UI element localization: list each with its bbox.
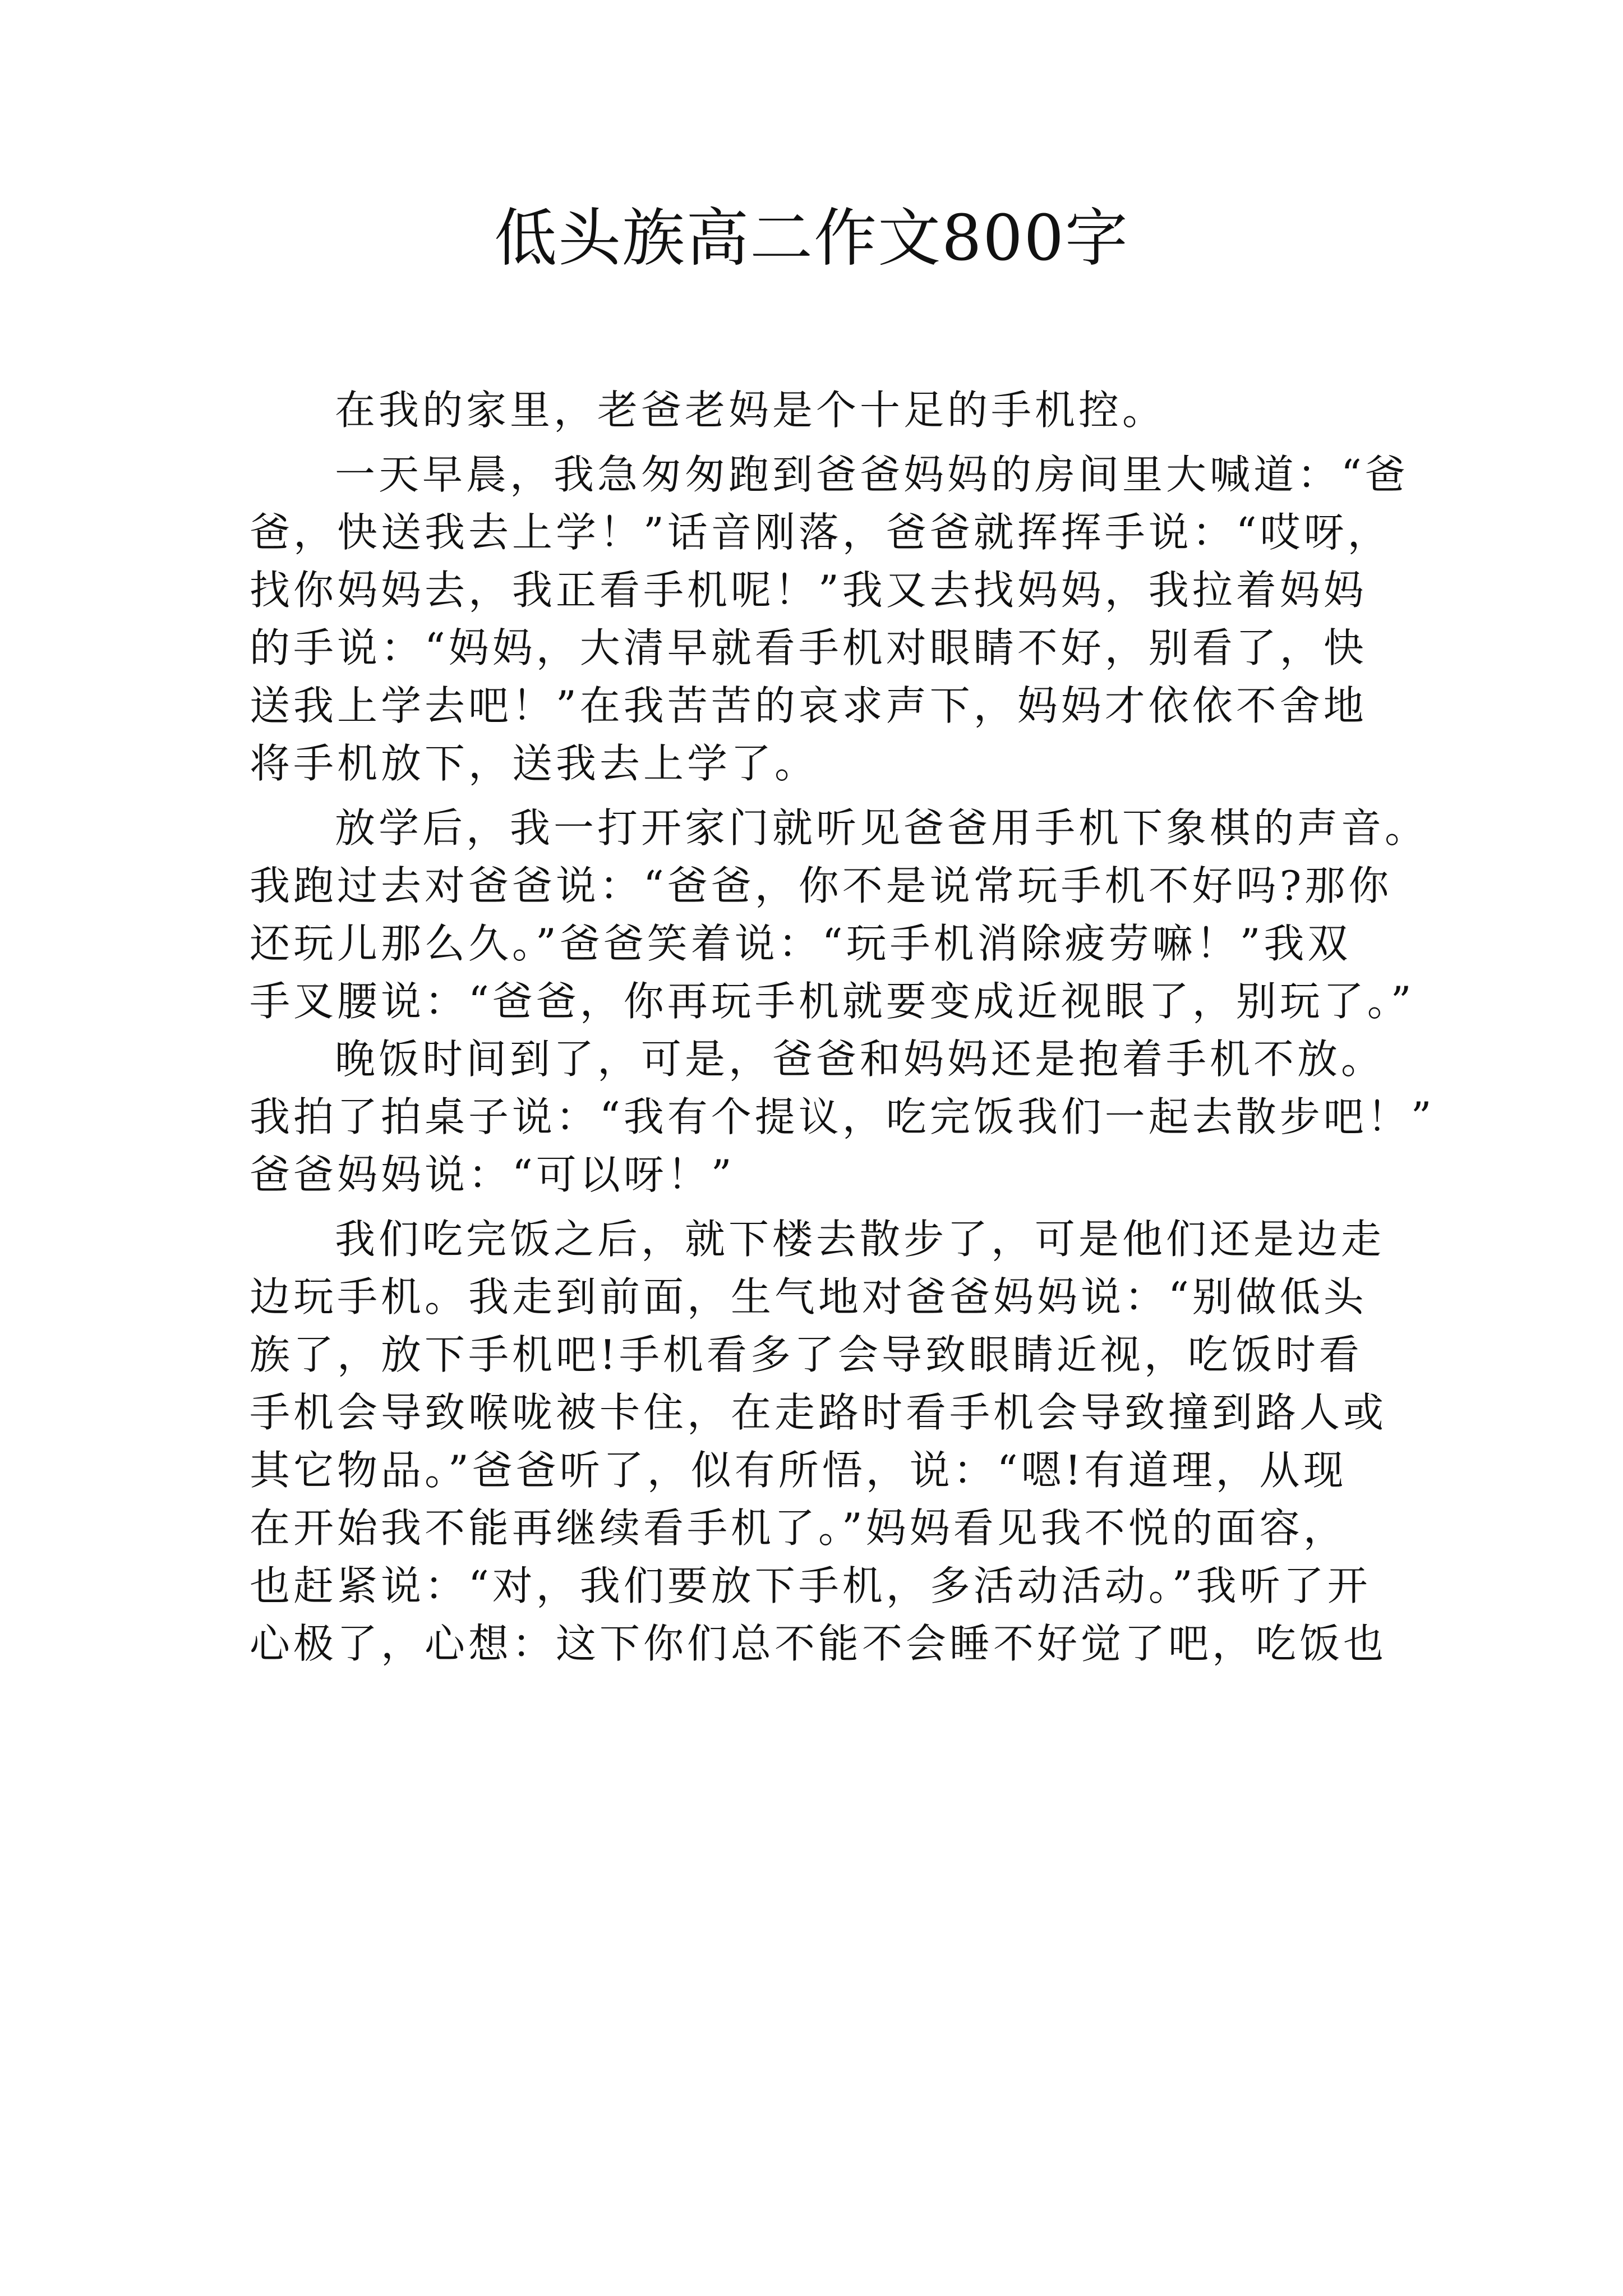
paragraph-line: 我拍了拍桌子说：“我有个提议，吃完饭我们一起去散步吧！”: [250, 1093, 1435, 1140]
paragraph-line: 还玩儿那么久。”爸爸笑着说：“玩手机消除疲劳嘛！”我双: [250, 920, 1352, 967]
paragraph-line: 边玩手机。我走到前面，生气地对爸爸妈妈说：“别做低头: [250, 1273, 1367, 1320]
paragraph-line: 爸，快送我去上学！”话音刚落，爸爸就挥挥手说：“哎呀，: [250, 509, 1391, 556]
paragraph-line: 在开始我不能再继续看手机了。”妈妈看见我不悦的面容，: [250, 1504, 1347, 1552]
paragraph-line: 的手说：“妈妈，大清早就看手机对眼睛不好，别看了，快: [250, 624, 1367, 671]
paragraph-line: 手机会导致喉咙被卡住，在走路时看手机会导致撞到路人或: [250, 1389, 1387, 1436]
document-title: 低头族高二作文800字: [494, 202, 1129, 275]
paragraph-line: 找你妈妈去，我正看手机呢！”我又去找妈妈，我拉着妈妈: [250, 567, 1367, 614]
paragraph-line: 送我上学去吧！”在我苦苦的哀求声下，妈妈才依依不舍地: [250, 682, 1367, 729]
paragraph-line: 手叉腰说：“爸爸，你再玩手机就要变成近视眼了，别玩了。”: [250, 978, 1415, 1025]
paragraph-line: 我们吃完饭之后，就下楼去散步了，可是他们还是边走: [335, 1216, 1385, 1263]
paragraph-line: 爸爸妈妈说：“可以呀！”: [250, 1151, 735, 1198]
paragraph-line: 其它物品。”爸爸听了，似有所悟，说：“嗯!有道理，从现: [250, 1447, 1347, 1494]
paragraph-line: 晚饭时间到了，可是，爸爸和妈妈还是抱着手机不放。: [335, 1036, 1385, 1083]
paragraph-line: 一天早晨，我急匆匆跑到爸爸妈妈的房间里大喊道：“爸: [335, 451, 1409, 498]
paragraph-line: 将手机放下，送我去上学了。: [250, 740, 819, 787]
paragraph-line: 我跑过去对爸爸说：“爸爸，你不是说常玩手机不好吗?那你: [250, 862, 1393, 909]
paragraph-line: 放学后，我一打开家门就听见爸爸用手机下象棋的声音。: [335, 804, 1429, 852]
paragraph-line: 也赶紧说：“对，我们要放下手机，多活动活动。”我听了开: [250, 1562, 1371, 1609]
document-body: [250, 381, 1435, 1673]
paragraph-line: 心极了，心想：这下你们总不能不会睡不好觉了吧，吃饭也: [250, 1620, 1387, 1667]
paragraph-line: 在我的家里，老爸老妈是个十足的手机控。: [335, 386, 1166, 434]
paragraph-line: 族了，放下手机吧!手机看多了会导致眼睛近视，吃饭时看: [250, 1331, 1363, 1378]
